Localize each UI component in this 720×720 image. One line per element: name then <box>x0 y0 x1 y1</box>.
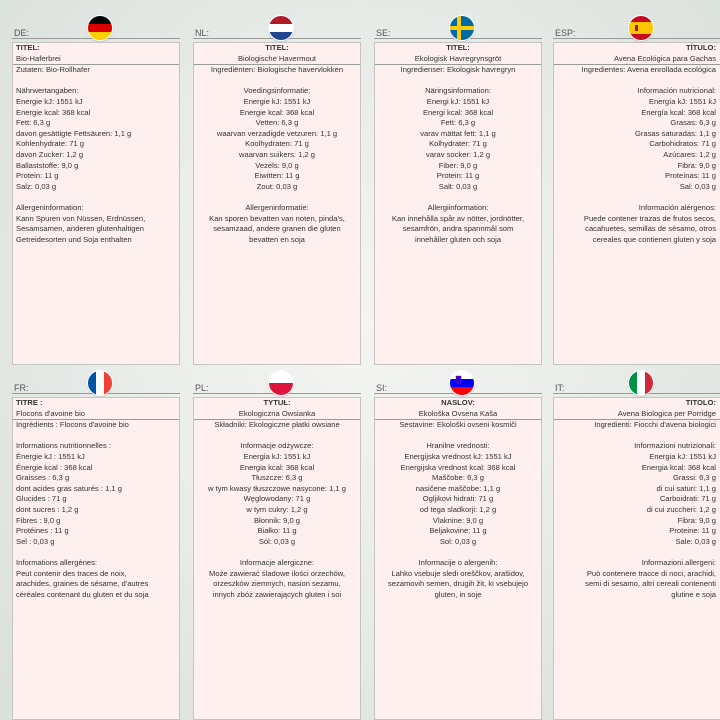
nutrition-row: Węglowodany: 71 g <box>243 494 311 504</box>
nutrition-row: Maščobe: 6,3 g <box>432 473 484 483</box>
nutrition-row: Energie kcal: 368 kcal <box>239 107 315 117</box>
label-panel-pl <box>193 371 361 599</box>
title-label: TITRE : <box>16 398 43 407</box>
spacer <box>375 431 541 442</box>
nutrition-row: di cui saturi: 1,1 g <box>656 483 716 493</box>
panel-header <box>553 371 720 399</box>
nutrition-header: Informations nutritionnelles : <box>16 441 111 451</box>
france-flag-icon <box>88 371 112 395</box>
allergen-line: Può contenere tracce di noci, arachidi, <box>586 568 716 578</box>
allergen-header: Informazioni allergeni: <box>641 557 716 567</box>
allergen-header: Informacje alergiczne: <box>239 557 315 567</box>
nutrition-row: Salt: 0,03 g <box>438 181 478 191</box>
allergen-header: Informations allergènes: <box>16 557 98 567</box>
nutrition-header: Näringsinformation: <box>425 86 491 96</box>
spacer <box>13 192 179 203</box>
label-card <box>374 42 542 365</box>
nutrition-row: Salz: 0,03 g <box>16 181 57 191</box>
allergen-header: Información alérgenos: <box>638 202 716 212</box>
spacer <box>194 431 360 442</box>
nutrition-row: Grasas: 6,3 g <box>670 118 716 128</box>
nutrition-row: Vezels: 9,0 g <box>255 160 299 170</box>
title-label: TITEL: <box>446 43 470 52</box>
product-title: Flocons d'avoine bio <box>16 408 85 418</box>
allergen-line: Puede contener trazas de frutos secos, <box>583 213 716 223</box>
allergen-line: sesamfrön, andra spannmål som <box>402 224 514 234</box>
nutrition-row: varav mättat fett: 1,1 g <box>420 128 496 138</box>
label-card <box>553 397 720 720</box>
label-card <box>12 397 180 720</box>
allergen-line: Kann Spuren von Nüssen, Erdnüssen, <box>16 213 146 223</box>
nutrition-row: Kohlenhydrate: 71 g <box>16 139 84 149</box>
label-card <box>553 42 720 365</box>
title-label: TITOLO: <box>685 398 716 407</box>
label-panel-fr <box>12 371 180 599</box>
label-panel-it <box>553 371 720 599</box>
language-code: PL: <box>195 383 209 393</box>
language-code: ESP: <box>555 28 576 38</box>
nutrition-row: Sale: 0,03 g <box>675 536 716 546</box>
spacer <box>194 547 360 558</box>
italy-flag-icon <box>629 371 653 395</box>
label-panel-si <box>374 371 542 599</box>
nutrition-row: dont sucres : 1,2 g <box>16 504 79 514</box>
nutrition-row: Fibra: 9,0 g <box>677 515 716 525</box>
allergen-line: Może zawierać śladowe ilości orzechów, <box>209 568 345 578</box>
slovenia-flag-icon <box>450 371 474 395</box>
nutrition-header: Información nutricional: <box>637 86 716 96</box>
nutrition-row: Ogljikovi hidrati: 71 g <box>422 494 494 504</box>
spacer <box>194 192 360 203</box>
nutrition-row: Energi kJ: 1551 kJ <box>426 96 490 106</box>
nutrition-row: Energía kcal: 368 kcal <box>641 107 716 117</box>
label-card <box>374 397 542 720</box>
allergen-line: Peut contenir des traces de noix, <box>16 568 127 578</box>
nutrition-row: waarvan verzadigde vetzuren: 1,1 g <box>216 128 338 138</box>
nutrition-row: Protein: 11 g <box>16 171 59 181</box>
nutrition-row: Ballaststoffe: 9,0 g <box>16 160 79 170</box>
title-label: TYTUŁ: <box>263 398 291 407</box>
poland-flag-icon <box>269 371 293 395</box>
ingredients-text: Ingrédients : Flocons d'avoine bio <box>13 419 179 431</box>
spacer <box>375 192 541 203</box>
nutrition-row: Fibres : 9,0 g <box>16 515 61 525</box>
spacer <box>194 76 360 87</box>
spacer <box>375 76 541 87</box>
nutrition-row: davon gesättigte Fettsäuren: 1,1 g <box>16 128 132 138</box>
title-label: NASLOV: <box>441 398 475 407</box>
nutrition-row: waarvan suikers: 1,2 g <box>239 149 315 159</box>
nutrition-row: Zout: 0,03 g <box>256 181 298 191</box>
panel-header <box>374 371 542 399</box>
label-card <box>12 42 180 365</box>
allergen-header: Allergiinformation: <box>427 202 489 212</box>
nutrition-row: nasičene maščobe: 1,1 g <box>415 483 501 493</box>
nutrition-row: Énergie kcal : 368 kcal <box>16 462 93 472</box>
allergen-line: Sesamsamen, anderen glutenhaltigen <box>16 224 144 234</box>
nutrition-row: Protéines : 11 g <box>16 526 69 536</box>
product-title: Bio-Haferbrei <box>16 53 61 63</box>
nutrition-row: Fett: 6,3 g <box>440 118 476 128</box>
label-panel-nl <box>193 16 361 244</box>
nutrition-row: varav socker: 1,2 g <box>425 149 491 159</box>
ingredients-text: Ingredientes: Avena enrollada ecológica <box>554 64 720 76</box>
nutrition-row: Fett: 6,3 g <box>16 118 51 128</box>
panel-header <box>12 16 180 44</box>
language-code: SI: <box>376 383 388 393</box>
spacer <box>554 431 720 442</box>
product-title: Avena Ecológica para Gachas <box>613 53 716 63</box>
nutrition-row: Proteínas: 11 g <box>665 171 716 181</box>
product-title: Ekološka Ovsena Kaša <box>418 408 498 418</box>
allergen-line: Getreidesorten und Soja enthalten <box>16 234 132 244</box>
spacer <box>13 76 179 87</box>
spain-flag-icon <box>629 16 653 40</box>
nutrition-row: Tłuszcze: 6,3 g <box>251 473 303 483</box>
allergen-line: Lahko vsebuje sledi oreščkov, arašidov, <box>391 568 525 578</box>
nutrition-row: Energie kJ: 1551 kJ <box>16 96 83 106</box>
title-label: TITEL: <box>16 43 40 52</box>
label-panel-se <box>374 16 542 244</box>
language-code: IT: <box>555 383 565 393</box>
allergen-header: Allergeninformation: <box>16 202 84 212</box>
nutrition-row: Azúcares: 1,2 g <box>663 149 716 159</box>
nutrition-row: Energia kcal: 368 kcal <box>239 462 315 472</box>
allergen-line: gluten, in soje <box>434 589 482 599</box>
language-code: NL: <box>195 28 210 38</box>
nutrition-row: Sol: 0,03 g <box>439 536 477 546</box>
nutrition-row: dont acides gras saturés : 1,1 g <box>16 483 122 493</box>
nutrition-row: Fiber: 9,0 g <box>438 160 478 170</box>
panel-header <box>193 16 361 44</box>
nutrition-row: od tega sladkorji: 1,2 g <box>419 504 497 514</box>
nutrition-row: Proteine: 11 g <box>669 526 716 536</box>
nutrition-row: davon Zucker: 1,2 g <box>16 149 84 159</box>
title-label: TITEL: <box>265 43 289 52</box>
language-code: DE: <box>14 28 30 38</box>
nutrition-row: Energijska vrednost kcal: 368 kcal <box>400 462 516 472</box>
allergen-line: sesamzaad, andere granen die gluten <box>213 224 341 234</box>
germany-flag-icon <box>88 16 112 40</box>
spacer <box>554 192 720 203</box>
sweden-flag-icon <box>450 16 474 40</box>
allergen-line: orzeszków ziemnych, nasion sezamu, <box>213 579 341 589</box>
nutrition-row: Glucides : 71 g <box>16 494 67 504</box>
product-title: Ekologiczna Owsianka <box>238 408 316 418</box>
allergen-line: Kan sporen bevatten van noten, pinda's, <box>209 213 345 223</box>
nutrition-row: Energi kcal: 368 kcal <box>422 107 494 117</box>
allergen-line: céréales contenant du gluten et du soja <box>16 589 149 599</box>
nutrition-row: w tym kwasy tłuszczowe nasycone: 1,1 g <box>207 483 346 493</box>
language-code: SE: <box>376 28 391 38</box>
spacer <box>375 547 541 558</box>
nutrition-row: Sal: 0,03 g <box>679 181 716 191</box>
netherlands-flag-icon <box>269 16 293 40</box>
nutrition-row: Carboidrati: 71 g <box>659 494 716 504</box>
nutrition-header: Voedingsinformatie: <box>243 86 311 96</box>
nutrition-row: Energie kcal: 368 kcal <box>16 107 91 117</box>
spacer <box>13 547 179 558</box>
nutrition-row: Białko: 11 g <box>257 526 297 536</box>
nutrition-row: Vetten: 6,3 g <box>255 118 299 128</box>
nutrition-row: Energía kJ: 1551 kJ <box>648 96 716 106</box>
allergen-line: innych zbóż zawierających gluten i soi <box>212 589 342 599</box>
label-panel-es <box>553 16 720 244</box>
panel-header <box>374 16 542 44</box>
allergen-line: Kan innehålla spår av nötter, jordnötter, <box>391 213 525 223</box>
ingredients-text: Ingrediënten: Biologische havervlokken <box>194 64 360 76</box>
title-label: TÍTULO: <box>686 43 716 52</box>
nutrition-header: Hranilne vrednosti: <box>426 441 490 451</box>
ingredients-text: Składniki: Ekologiczne płatki owsiane <box>194 419 360 431</box>
product-title: Ekologisk Havregrynsgröt <box>414 53 502 63</box>
allergen-line: glutine e soja <box>671 589 716 599</box>
nutrition-row: Eiwitten: 11 g <box>254 171 300 181</box>
panel-header <box>12 371 180 399</box>
nutrition-row: Energia kJ: 1551 kJ <box>649 451 716 461</box>
label-card <box>193 397 361 720</box>
label-card <box>193 42 361 365</box>
nutrition-header: Informazioni nutrizionali: <box>634 441 716 451</box>
nutrition-row: Beljakovine: 11 g <box>429 526 487 536</box>
product-title: Biologische Havermout <box>237 53 317 63</box>
nutrition-row: Sól: 0,03 g <box>258 536 296 546</box>
allergen-line: innehåller gluten och soja <box>414 234 502 244</box>
label-panel-de <box>12 16 180 244</box>
panel-header <box>193 371 361 399</box>
nutrition-row: Koolhydraten: 71 g <box>245 139 309 149</box>
nutrition-row: di cui zuccheri: 1,2 g <box>646 504 716 514</box>
spacer <box>554 547 720 558</box>
nutrition-row: Vlaknine: 9,0 g <box>432 515 484 525</box>
nutrition-row: Energijska vrednost kJ: 1551 kJ <box>404 451 512 461</box>
nutrition-row: Sel : 0,03 g <box>16 536 55 546</box>
nutrition-row: Energia kcal: 368 kcal <box>641 462 716 472</box>
ingredients-text: Ingredienti: Fiocchi d'avena biologici <box>554 419 720 431</box>
nutrition-header: Nährwertangaben: <box>16 86 79 96</box>
panel-header <box>553 16 720 44</box>
nutrition-row: Grasas saturadas: 1,1 g <box>634 128 716 138</box>
allergen-header: Informacije o alergenih: <box>418 557 498 567</box>
ingredients-text: Zutaten: Bio-Rollhafer <box>13 64 179 76</box>
nutrition-row: Graisses : 6,3 g <box>16 473 70 483</box>
spacer <box>554 76 720 87</box>
nutrition-row: w tym cukry: 1,2 g <box>246 504 308 514</box>
allergen-header: Allergeninformatie: <box>245 202 309 212</box>
nutrition-row: Protein: 11 g <box>436 171 480 181</box>
nutrition-row: Fibra: 9,0 g <box>677 160 716 170</box>
allergen-line: sezamovih semen, drugih žit, ki vsebujejo <box>387 579 529 589</box>
allergen-line: bevatten en soja <box>249 234 305 244</box>
nutrition-row: Énergie kJ : 1551 kJ <box>16 451 85 461</box>
spacer <box>13 431 179 442</box>
nutrition-row: Energie kJ: 1551 kJ <box>243 96 311 106</box>
allergen-line: arachides, graines de sésame, d'autres <box>16 579 149 589</box>
product-title: Avena Biologica per Porridge <box>617 408 716 418</box>
nutrition-row: Kolhydrater: 71 g <box>429 139 487 149</box>
allergen-line: cereales que contienen gluten y soja <box>592 234 716 244</box>
ingredients-text: Sestavine: Ekološki ovseni kosmiči <box>375 419 541 431</box>
language-code: FR: <box>14 383 29 393</box>
nutrition-row: Energia kJ: 1551 kJ <box>243 451 311 461</box>
nutrition-row: Grassi: 6,3 g <box>672 473 716 483</box>
allergen-line: cacahuetes, semillas de sésamo, otros <box>585 224 716 234</box>
nutrition-header: Informacje odżywcze: <box>240 441 314 451</box>
ingredients-text: Ingredienser: Ekologisk havregryn <box>375 64 541 76</box>
nutrition-row: Carbohidratos: 71 g <box>649 139 716 149</box>
allergen-line: semi di sesamo, altri cereali contenenti <box>585 579 716 589</box>
nutrition-row: Błonnik: 9,0 g <box>253 515 300 525</box>
